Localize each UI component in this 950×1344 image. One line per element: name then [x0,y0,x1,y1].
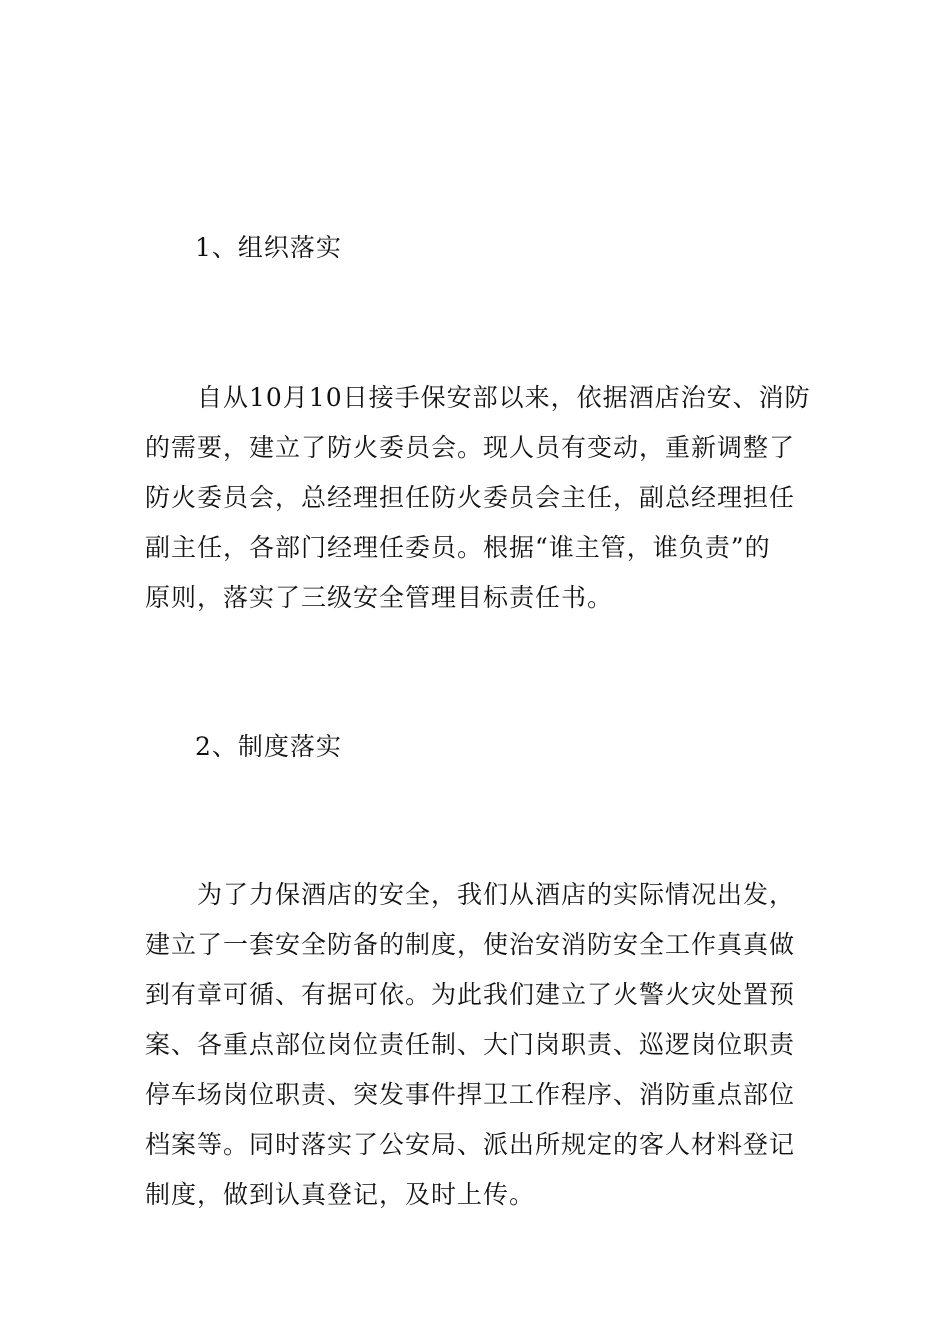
paragraph-line: 到有章可循、有据可依。为此我们建立了火警火灾处置预 [145,980,796,1009]
paragraph-line: 案、各重点部位岗位责任制、大门岗职责、巡逻岗位职责 [145,1030,796,1059]
paragraph-line: 档案等。同时落实了公安局、派出所规定的客人材料登记 [145,1130,796,1159]
paragraph-line: 防火委员会，总经理担任防火委员会主任，副总经理担任 [145,483,796,512]
paragraph-line: 制度，做到认真登记，及时上传。 [145,1180,536,1209]
paragraph-line: 自从10月10日接手保安部以来，依据酒店治安、消防 [145,383,811,412]
section-heading-system: 2、制度落实 [195,732,342,761]
paragraph-organization [145,373,810,623]
paragraph-line: 建立了一套安全防备的制度，使治安消防安全工作真真做 [145,930,796,959]
paragraph-line: 原则，落实了三级安全管理目标责任书。 [145,583,614,612]
paragraph-line: 为了力保酒店的安全，我们从酒店的实际情况出发， [145,880,796,909]
paragraph-system [145,870,810,1220]
paragraph-line: 停车场岗位职责、突发事件捍卫工作程序、消防重点部位 [145,1080,796,1109]
section-heading-organization: 1、组织落实 [195,233,342,262]
paragraph-line: 副主任，各部门经理任委员。根据“谁主管，谁负责”的 [145,533,771,562]
paragraph-line: 的需要，建立了防火委员会。现人员有变动，重新调整了 [145,433,796,462]
